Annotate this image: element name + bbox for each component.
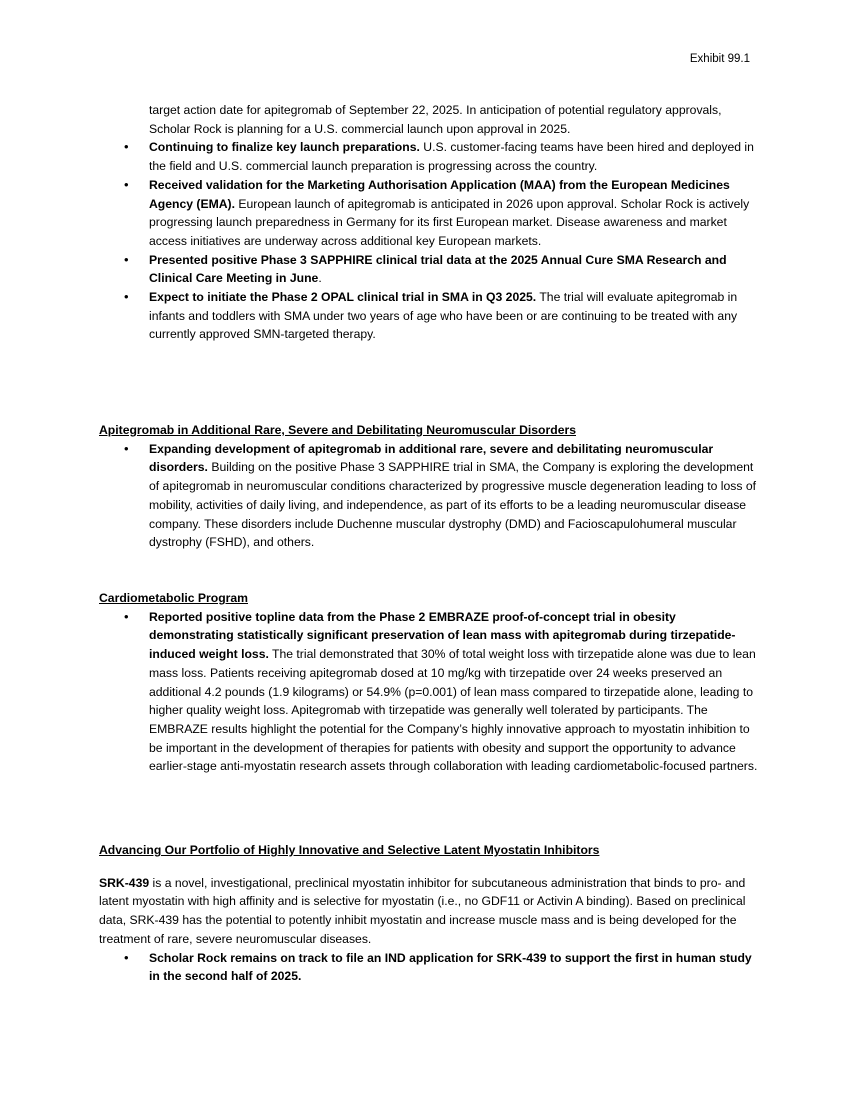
bullet-lead: Expanding development of apitegromab in additional rare, severe and debilitating neuromuscular disorders. <box>149 441 714 475</box>
rare-bullet-list <box>99 440 759 552</box>
bullet-text: The trial will evaluate apitegromab in infants and toddlers with SMA under two years of age who have been or are continuing to be treated with any currently approved SMN-targeted therapy. <box>149 290 738 342</box>
portfolio-bullet-list <box>99 949 759 986</box>
bullet-lead: Presented positive Phase 3 SAPPHIRE clinical trial data at the 2025 Annual Cure SMA Research and Clinical Care Meeting in June <box>149 252 727 286</box>
bullet-text: U.S. customer-facing teams have been hired and deployed in the field and U.S. commercial launch preparation is progressing across the country. <box>149 140 754 174</box>
bullet-lead: Expect to initiate the Phase 2 OPAL clinical trial in SMA in Q3 2025. <box>149 290 537 305</box>
portfolio-section <box>99 841 759 986</box>
bullet-text: Building on the positive Phase 3 SAPPHIRE trial in SMA, the Company is exploring the development of apitegromab in neuromuscular conditions characterized by progressive muscle degeneration leading to loss of mobility, activities of daily living, and independence, as part of its efforts to be a leading neuromuscular disease company. These disorders include Duchenne muscular dystrophy (DMD) and Facioscapulohumeral muscular dystrophy (FSHD), and others. <box>149 460 757 550</box>
section-heading: Advancing Our Portfolio of Highly Innovative and Selective Latent Myostatin Inhibitors <box>99 843 600 857</box>
cardio-bullet-list <box>99 608 759 776</box>
bullet-lead: Reported positive topline data from the Phase 2 EMBRAZE proof-of-concept trial in obesity demonstrating statistically significant preservation of lean mass with apitegromab during tirzepatide-induced weight loss. <box>149 609 736 662</box>
list-item <box>99 949 759 986</box>
list-item <box>99 288 759 344</box>
exhibit-label: Exhibit 99.1 <box>689 53 750 65</box>
bullet-lead: Scholar Rock remains on track to file an IND application for SRK-439 to support the first in human study in the second half of 2025. <box>149 950 752 984</box>
bullet-lead: Continuing to finalize key launch preparations. <box>149 140 420 155</box>
sma-bullet-list <box>99 138 759 344</box>
intro-continuation: target action date for apitegromab of September 22, 2025. In anticipation of potential regulatory approvals, Scholar Rock is planning for a U.S. commercial launch upon approval in 2025. <box>149 103 722 136</box>
section-heading: Cardiometabolic Program <box>99 591 248 605</box>
srk439-text: is a novel, investigational, preclinical myostatin inhibitor for subcutaneous administration that binds to pro- and latent myostatin with high affinity and is selective for myostatin (i.e., no GDF11 or Activin A binding). Based on preclinical data, SRK-439 has the potential to potently inhibit myostatin and increase muscle mass and is being developed for the treatment of rare, severe neuromuscular diseases. <box>99 875 746 946</box>
list-item <box>99 608 759 776</box>
list-item <box>99 138 759 175</box>
bullet-lead: Received validation for the Marketing Authorisation Application (MAA) from the European Medicines Agency (EMA). <box>149 177 730 211</box>
bullet-text: European launch of apitegromab is anticipated in 2026 upon approval. Scholar Rock is actively progressing launch preparedness in Germany for its first European market. Disease awareness and market access initiatives are underway across additional key European markets. <box>149 196 750 248</box>
list-item <box>99 176 759 251</box>
cardiometabolic-section <box>99 589 759 776</box>
list-item <box>99 440 759 552</box>
sma-section <box>99 101 759 344</box>
srk439-label: SRK-439 <box>99 875 150 890</box>
bullet-text: The trial demonstrated that 30% of total weight loss with tirzepatide alone was due to lean mass loss. Patients receiving apitegromab dosed at 10 mg/kg with tirzepatide over 24 weeks preserved an additional 4.2 pounds (1.9 kilograms) or 54.9% (p=0.001) of lean mass compared to tirzepatide alone, leading to higher quality weight loss. Apitegromab with tirzepatide was generally well tolerated by participants. The EMBRAZE results highlight the potential for the Company’s highly innovative approach to myostatin inhibition to be important in the development of therapies for patients with obesity and support the opportunity to advance earlier-stage anti-myostatin research assets through collaboration with leading cardiometabolic-focused partners. <box>149 647 758 774</box>
section-heading: Apitegromab in Additional Rare, Severe and Debilitating Neuromuscular Disorders <box>99 423 576 437</box>
bullet-text: . <box>318 271 322 286</box>
list-item <box>99 251 759 288</box>
srk439-paragraph <box>99 874 759 949</box>
rare-disorders-section <box>99 421 759 552</box>
